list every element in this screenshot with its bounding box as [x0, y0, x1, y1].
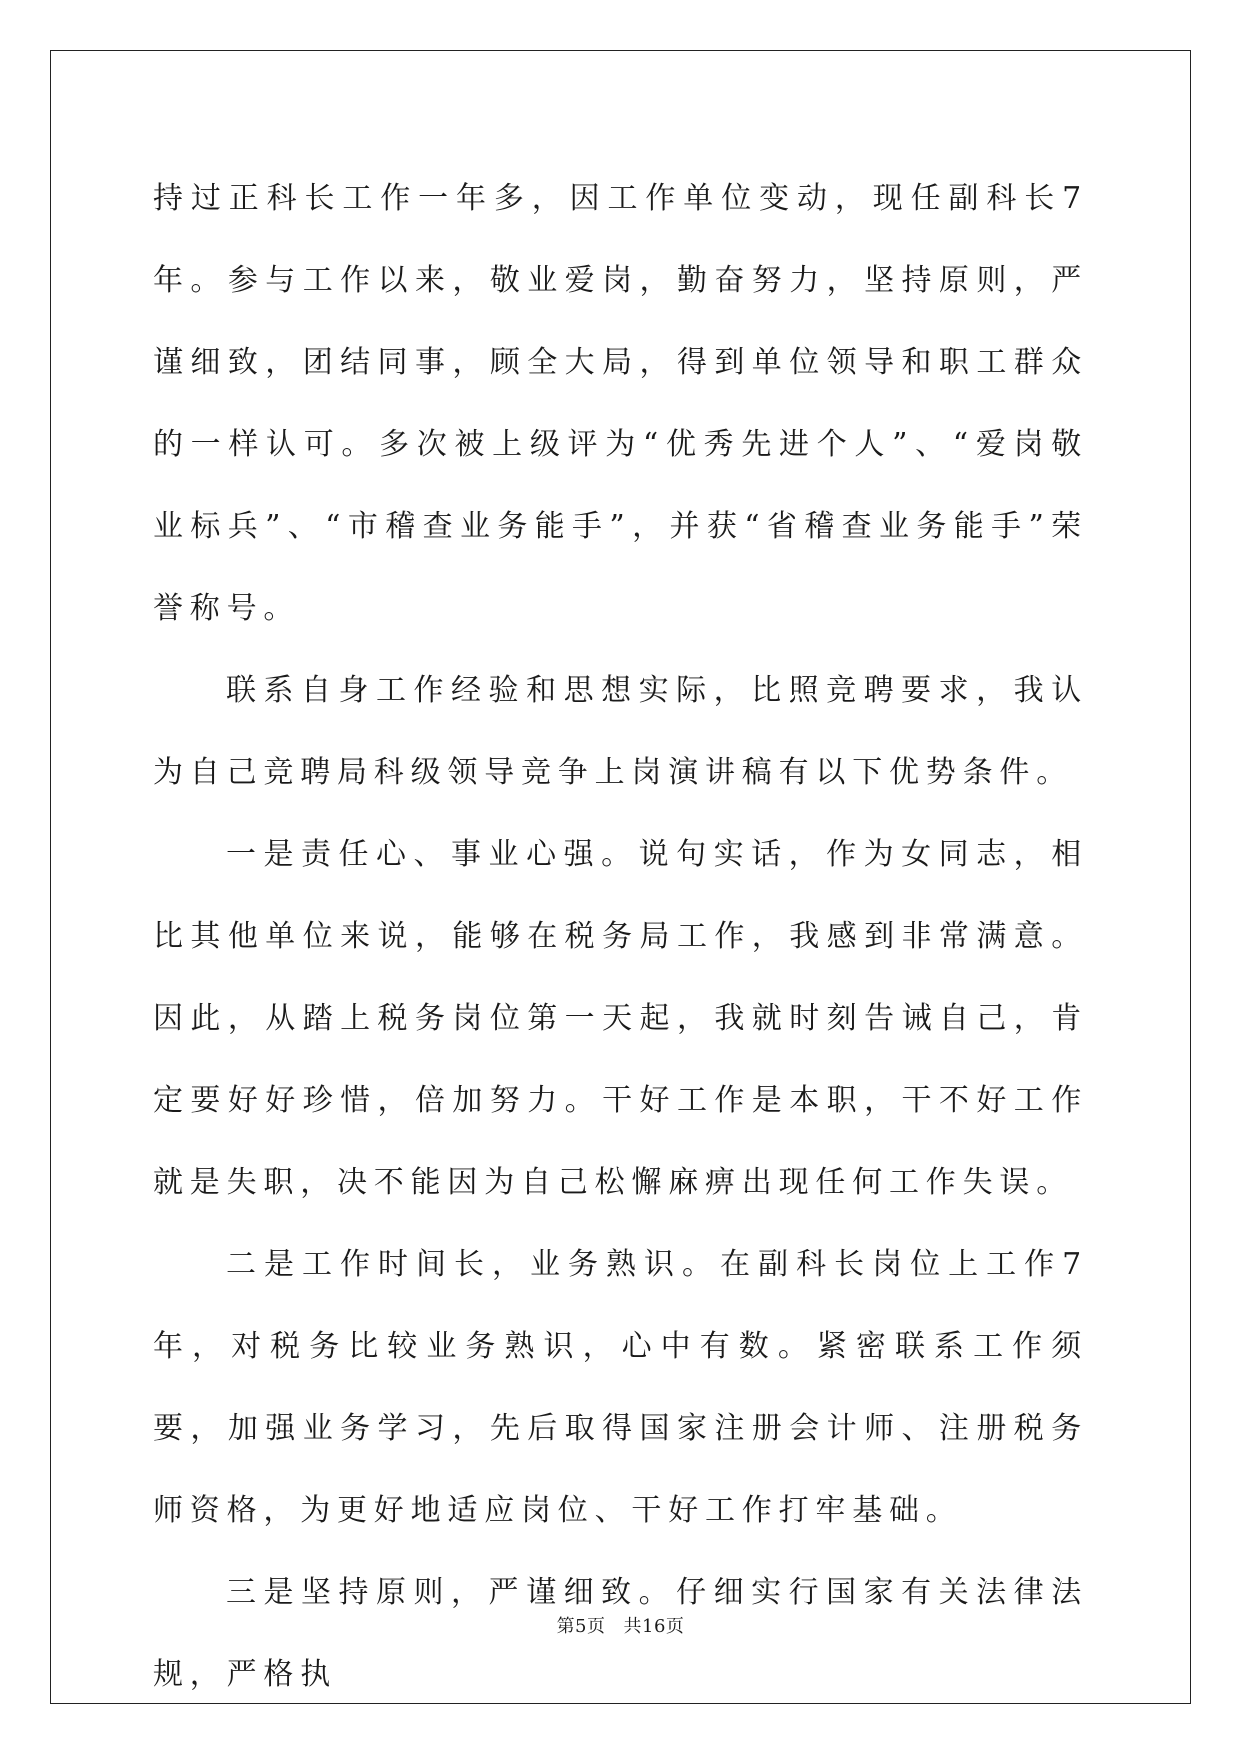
page-footer [0, 1612, 1241, 1638]
total-pages: 共16页 [623, 1616, 685, 1637]
document-body [153, 158, 1088, 1716]
paragraph-1: 持过正科长工作一年多，因工作单位变动，现任副科长7年。参与工作以来，敬业爱岗，勤奋努力，坚持原则，严谨细致，团结同事，顾全大局，得到单位领导和职工群众的一样认可。多次被上级评为“优秀先进个人”、“爱岗敬业标兵”、“市稽查业务能手”，并获“省稽查业务能手”荣誉称号。 [153, 181, 1088, 626]
paragraph-2: 联系自身工作经验和思想实际，比照竞聘要求，我认为自己竞聘局科级领导竞争上岗演讲稿有以下优势条件。 [153, 673, 1088, 790]
paragraph-5: 三是坚持原则，严谨细致。仔细实行国家有关法律法规，严格执 [153, 1575, 1088, 1692]
paragraph-3: 一是责任心、事业心强。说句实话，作为女同志，相比其他单位来说，能够在税务局工作，我感到非常满意。因此，从踏上税务岗位第一天起，我就时刻告诫自己，肯定要好好珍惜，倍加努力。干好工作是本职，干不好工作就是失职，决不能因为自己松懈麻痹出现任何工作失误。 [153, 837, 1088, 1200]
paragraph-4: 二是工作时间长，业务熟识。在副科长岗位上工作7年，对税务比较业务熟识，心中有数。紧密联系工作须要，加强业务学习，先后取得国家注册会计师、注册税务师资格，为更好地适应岗位、干好工作打牢基础。 [153, 1247, 1088, 1528]
page-number: 第5页 [556, 1616, 606, 1637]
